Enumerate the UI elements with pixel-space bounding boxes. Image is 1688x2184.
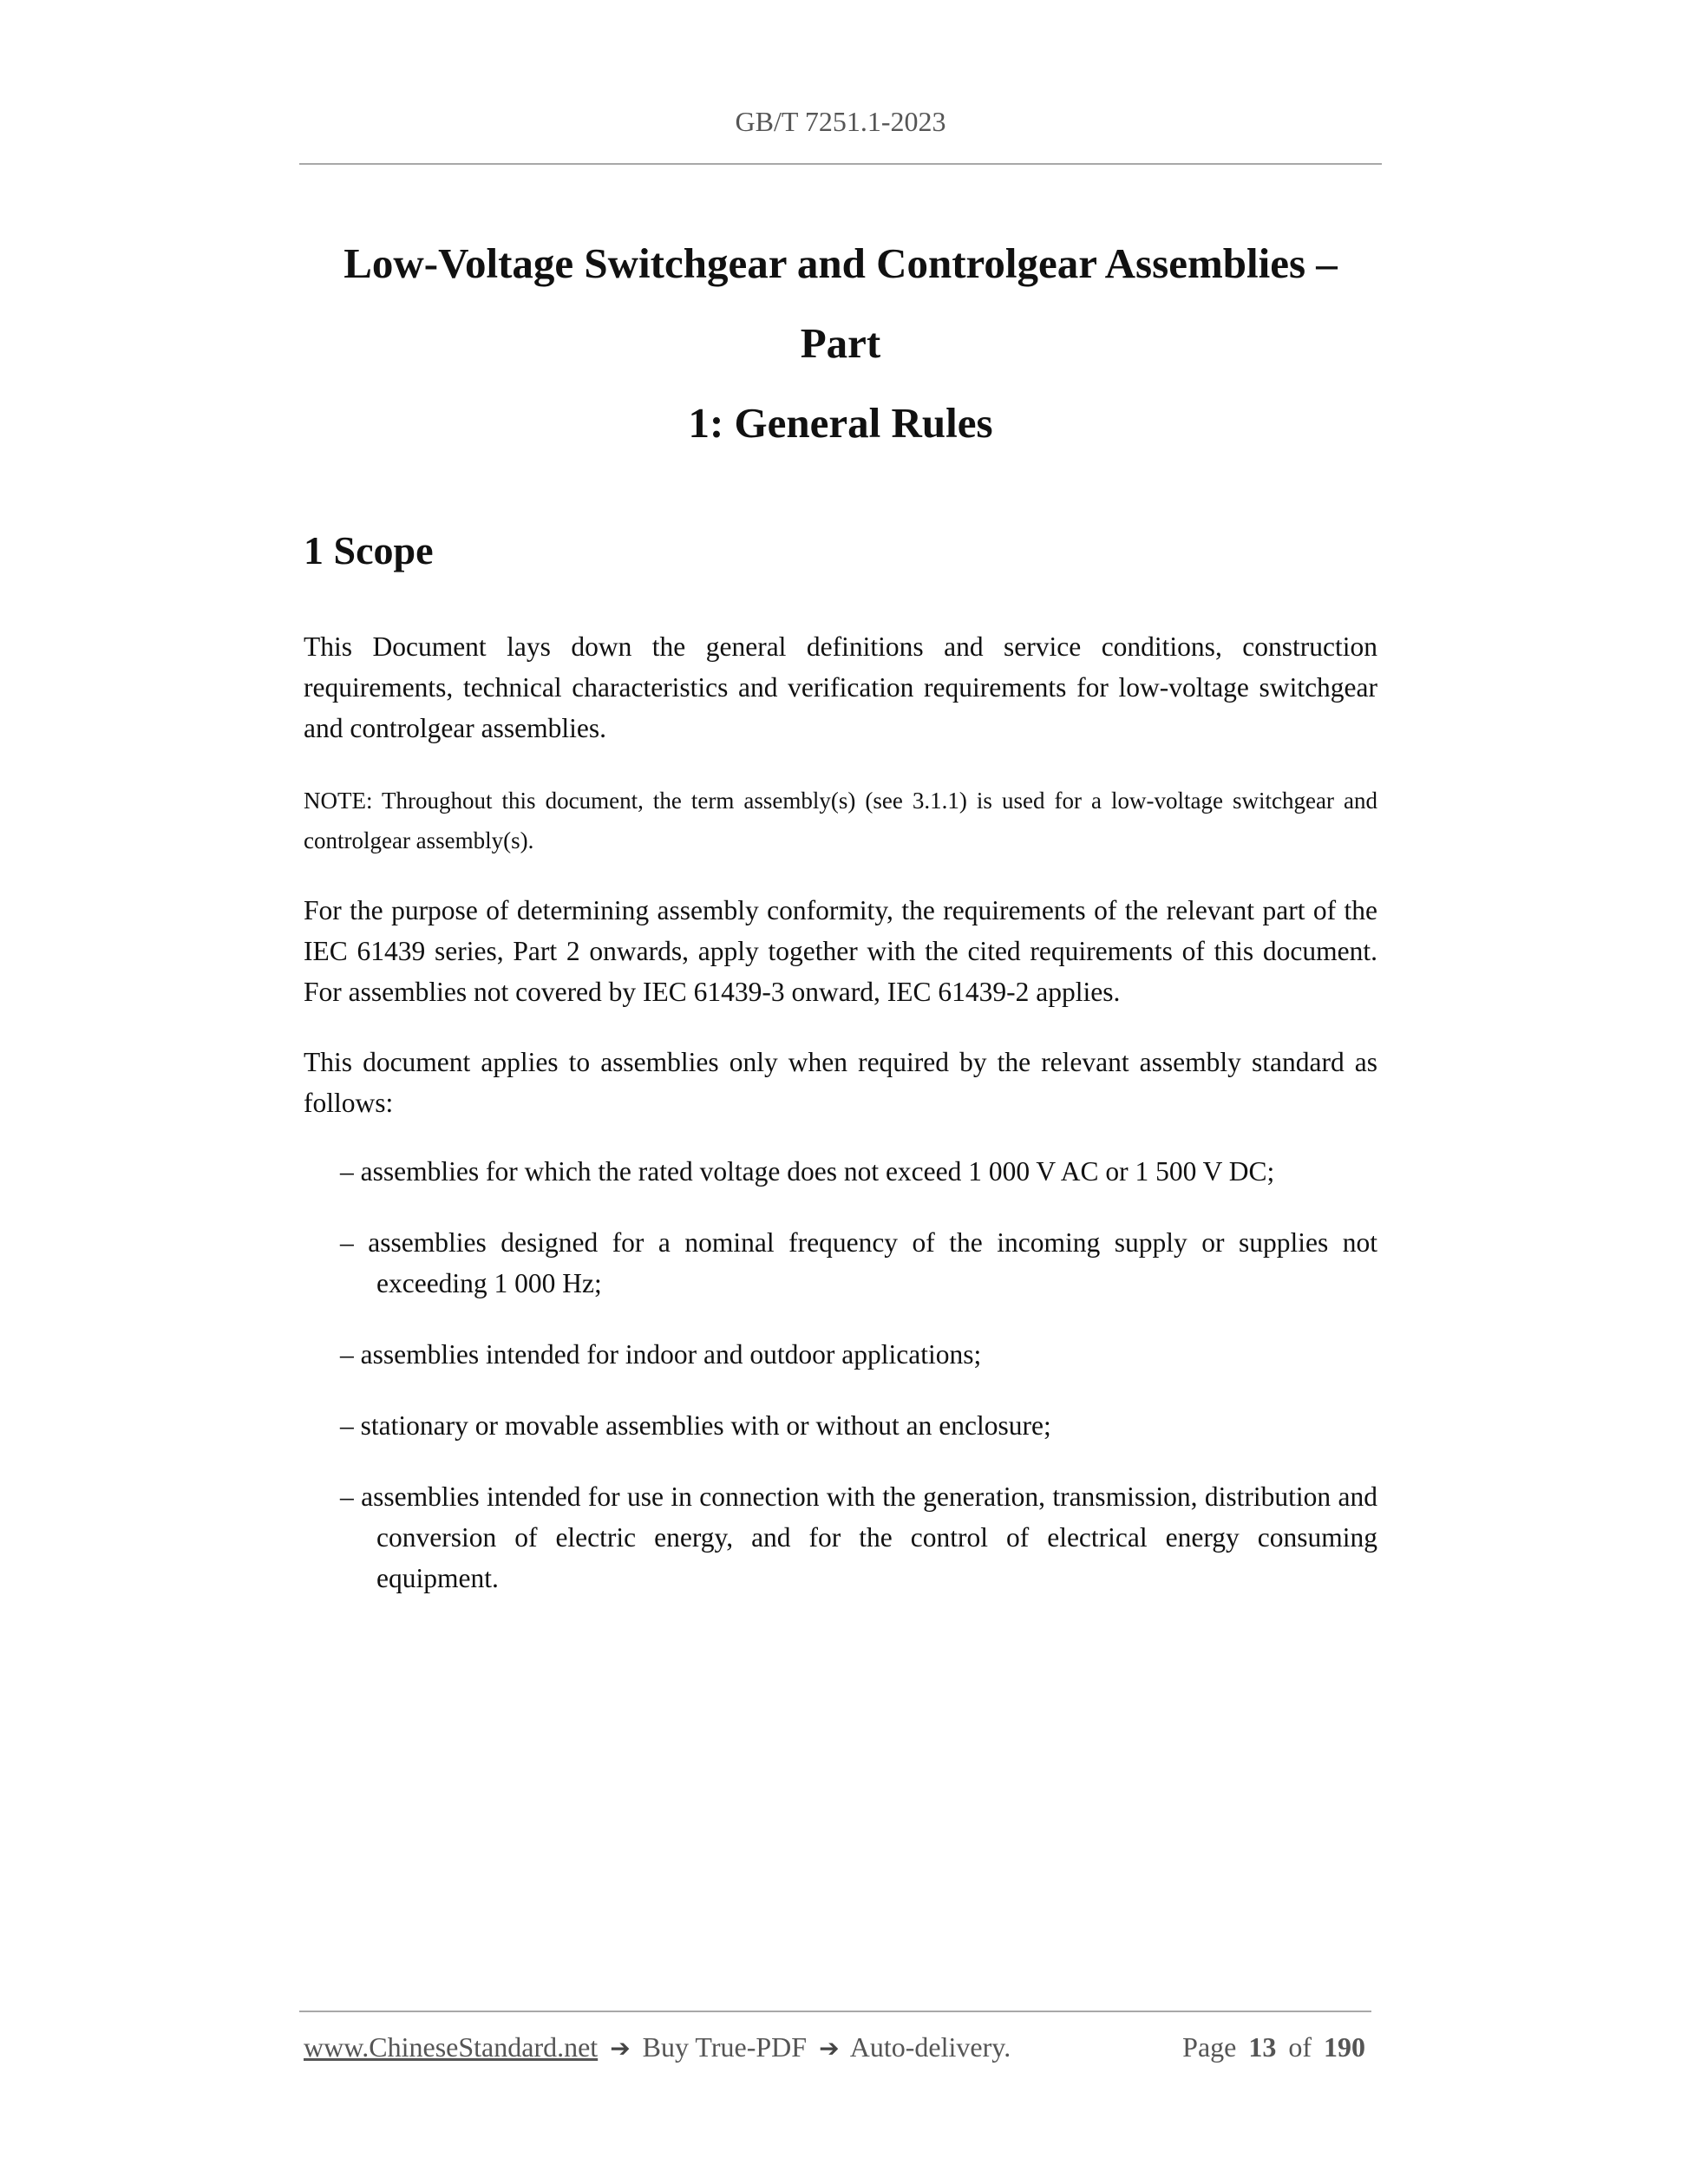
arrow-right-icon: ➔ — [819, 2034, 840, 2063]
scope-paragraph-1: This Document lays down the general definitions and service conditions, construction requirements, technical characteristics and verification requirements for low-voltage switchgear and controlgear assemblies. — [304, 631, 1377, 743]
document-title-line-2: 1: General Rules — [688, 399, 993, 447]
list-item: – assemblies for which the rated voltage does not exceed 1 000 V AC or 1 500 V DC; — [340, 1156, 1275, 1187]
section-heading: 1 Scope — [304, 528, 434, 572]
footer-promo — [304, 2031, 1011, 2063]
header-divider — [299, 163, 1382, 165]
page-current: 13 — [1248, 2031, 1277, 2063]
page-label: Page — [1182, 2031, 1237, 2063]
page-of-label: of — [1288, 2031, 1312, 2063]
footer-divider — [299, 2011, 1371, 2012]
scope-note: NOTE: Throughout this document, the term assembly(s) (see 3.1.1) is used for a low-voltage switchgear and controlgear assembly(s). — [304, 788, 1377, 853]
website-link[interactable]: www.ChineseStandard.net — [304, 2031, 599, 2063]
page-indicator — [1182, 2031, 1365, 2063]
running-header: GB/T 7251.1-2023 — [735, 106, 946, 137]
list-item: – assemblies intended for indoor and outdoor applications; — [340, 1339, 982, 1370]
footer-step-buy: Buy True-PDF — [642, 2031, 808, 2063]
page-total: 190 — [1324, 2031, 1365, 2063]
list-item: – stationary or movable assemblies with or without an enclosure; — [340, 1410, 1051, 1441]
scope-paragraph-3: This document applies to assemblies only when required by the relevant assembly standard as follows: — [304, 1047, 1377, 1118]
document-title-line-1: Low-Voltage Switchgear and Controlgear Assemblies – Part — [343, 239, 1338, 367]
document-title — [299, 224, 1382, 463]
list-item: – assemblies intended for use in connection with the generation, transmission, distribution and conversion of electric energy, and for the control of electrical energy consuming equipment. — [340, 1481, 1377, 1593]
footer-step-delivery: Auto-delivery. — [849, 2031, 1011, 2063]
list-item: – assemblies designed for a nominal frequency of the incoming supply or supplies not exceeding 1 000 Hz; — [340, 1227, 1377, 1298]
scope-list — [340, 1151, 1377, 1629]
arrow-right-icon: ➔ — [610, 2034, 631, 2063]
scope-paragraph-2: For the purpose of determining assembly conformity, the requirements of the relevant part of the IEC 61439 series, Part 2 onwards, apply together with the cited requirements of this document. For assemblies not covered by IEC 61439-3 onward, IEC 61439-2 applies. — [304, 895, 1377, 1007]
